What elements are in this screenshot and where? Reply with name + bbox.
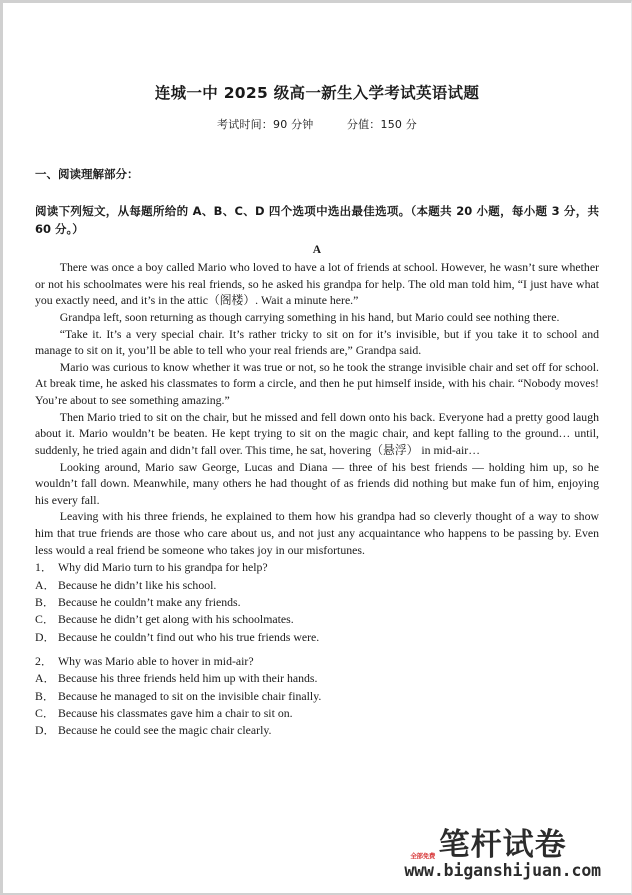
section-instruction: 阅读下列短文，从每题所给的 A、B、C、D 四个选项中选出最佳选项。（本题共 20 小题，每小题 3 分，共 60 分。）: [35, 204, 599, 236]
question-stem: [35, 559, 599, 576]
question-stem: [35, 653, 599, 670]
question-option[interactable]: [35, 611, 599, 628]
passage-paragraph: Grandpa left, soon returning as though carrying something in his hand, but Mario could see nothing there.: [59, 309, 560, 324]
question-option[interactable]: [35, 705, 599, 722]
option-marker: D．: [35, 629, 56, 644]
passage-paragraph: “Take it. It’s a very special chair. It’s rather tricky to sit on for it’s invisible, but if you take it to school and manage to sit on it, you’ll be able to tell who your real friends are,” Grandpa said.: [35, 326, 599, 358]
question-text: Why did Mario turn to his grandpa for help?: [58, 560, 268, 575]
questions-list: [35, 559, 599, 739]
option-text: Because he managed to sit on the invisible chair finally.: [58, 688, 322, 703]
passage-paragraph: Mario was curious to know whether it was true or not, so he took the strange invisible chair and set off for school. At break time, he asked his classmates to form a circle, and then he put himself inside, with his chair. “Nobody moves! You’re about to see something amazing.”: [35, 359, 599, 408]
question-text: Why was Mario able to hover in mid-air?: [58, 653, 254, 668]
watermark-brand: 笔杆试卷: [438, 826, 567, 863]
passage-label-a: A: [312, 244, 322, 257]
option-text: Because his classmates gave him a chair to sit on.: [58, 705, 293, 720]
question-option[interactable]: [35, 670, 599, 687]
question-number: 2．: [35, 653, 53, 668]
question-item: [35, 559, 599, 646]
passage-paragraph: Then Mario tried to sit on the chair, but he missed and fell down onto his back. Everyone had a pretty good laugh about it. Mario wouldn’t be beaten. He kept trying to sit on the magic chair, and kept falling to the ground… until, suddenly, he tried again and didn’t fall over. This time, he sat, hovering（悬浮） in mid-air…: [35, 409, 599, 457]
option-marker: B．: [35, 688, 55, 703]
passage-paragraph: There was once a boy called Mario who loved to have a lot of friends at school. However, he wasn’t sure whether or not his schoolmates were his real friends, so he asked his grandpa for help. The old man told him, “I just have what you exactly need, and it’s in the attic（阁楼）. Wait a minute here.”: [35, 260, 599, 308]
option-text: Because he couldn’t find out who his true friends were.: [58, 629, 320, 644]
reading-passage: [35, 256, 599, 558]
question-option[interactable]: [35, 577, 599, 594]
option-marker: B．: [35, 594, 55, 609]
page-title: 连城一中 2025 级高一新生入学考试英语试题: [154, 84, 480, 102]
question-option[interactable]: [35, 688, 599, 705]
question-option[interactable]: [35, 629, 599, 646]
question-option[interactable]: [35, 722, 599, 739]
passage-paragraph: Looking around, Mario saw George, Lucas and Diana — three of his best friends — holding him up, so he wouldn’t fall down. Meanwhile, many others he had thought of as friends did nothing but make fun of him, enjoying his every fall.: [35, 459, 599, 507]
option-marker: C．: [35, 612, 55, 627]
question-number: 1．: [35, 560, 53, 575]
option-text: Because his three friends held him up with their hands.: [58, 671, 318, 686]
option-text: Because he didn’t like his school.: [58, 577, 217, 592]
exam-score-label: 分值：150 分: [346, 118, 417, 132]
option-marker: D．: [35, 723, 56, 738]
option-text: Because he didn’t get along with his schoolmates.: [58, 612, 294, 627]
question-item: [35, 653, 599, 740]
watermark-free-tag: 全部免费: [410, 852, 436, 860]
page-content: [3, 3, 631, 740]
option-text: Because he couldn’t make any friends.: [58, 594, 241, 609]
watermark: [404, 826, 601, 880]
exam-meta-line: [35, 103, 599, 132]
passage-paragraph: Leaving with his three friends, he explained to them how his grandpa had so cleverly thought of a way to show him that true friends are those who care about us, and not just any acquaintance who happens to be passing by. Even less would a real friend be someone who takes joy in our misfortunes.: [35, 509, 599, 557]
watermark-url: www.biganshijuan.com: [404, 860, 601, 880]
section-heading-reading: 一、阅读理解部分：: [35, 167, 139, 182]
option-marker: C．: [35, 705, 55, 720]
option-marker: A．: [35, 671, 56, 686]
question-option[interactable]: [35, 594, 599, 611]
option-marker: A．: [35, 577, 56, 592]
exam-time-label: 考试时间：90 分钟: [217, 118, 314, 132]
option-text: Because he could see the magic chair clearly.: [58, 723, 272, 738]
